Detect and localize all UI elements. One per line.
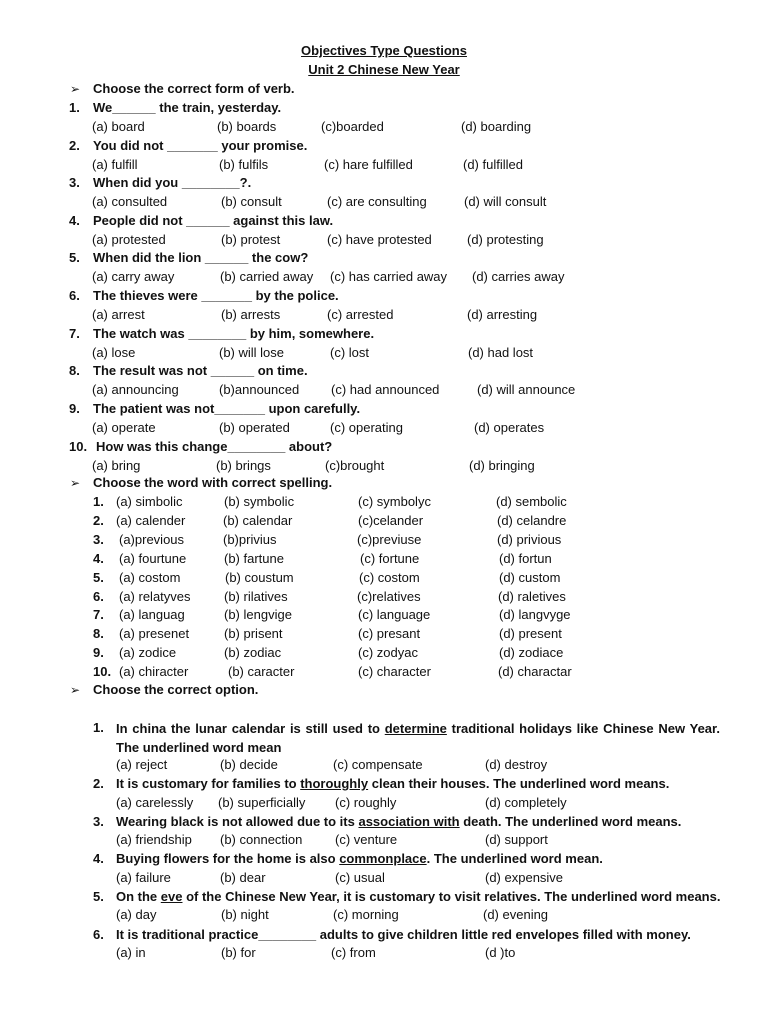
answer-option: (d) present — [499, 626, 562, 642]
answer-option: (c) had announced — [331, 382, 440, 397]
question-stem: It is customary for families to thoroughly clean their houses. The underlined word means. — [116, 776, 670, 791]
question-stem: We______ the train, yesterday. — [93, 100, 282, 115]
answer-option: (c) are consulting — [327, 194, 427, 209]
answer-option: (b) prisent — [224, 626, 283, 642]
answer-option: (d) carries away — [472, 269, 565, 284]
answer-option: (c) symbolyc — [358, 494, 431, 509]
answer-option: (c) venture — [335, 832, 398, 847]
answer-option: (c)relatives — [357, 588, 421, 604]
answer-option: (d) charactar — [498, 664, 572, 680]
answer-option: (d) protesting — [467, 232, 544, 247]
answer-option: (d) bringing — [469, 458, 535, 473]
question-number: 2. — [69, 138, 80, 153]
question-number: 4. — [93, 550, 104, 566]
answer-option: (c) operating — [330, 420, 403, 435]
question-number: 4. — [69, 213, 80, 228]
answer-option: (a) day — [116, 907, 157, 922]
question-number: 9. — [93, 645, 104, 661]
question-stem: It is traditional practice________ adults to give children little red envelopes filled with money. — [116, 927, 691, 942]
question-number: 7. — [69, 326, 80, 341]
answer-option: (b) symbolic — [224, 494, 295, 509]
answer-option: (d) zodiace — [499, 645, 564, 661]
answer-option: (a) announcing — [92, 382, 179, 397]
answer-option: (d) fulfilled — [463, 157, 523, 172]
question-number: 5. — [93, 569, 104, 585]
bullet-arrow-icon: ➢ — [70, 683, 81, 697]
answer-option: (b) decide — [220, 757, 278, 772]
question-stem: You did not _______ your promise. — [93, 138, 308, 153]
question-stem: On the eve of the Chinese New Year, it is customary to visit relatives. The underlined word means. — [116, 889, 721, 904]
answer-option: (a)previous — [119, 531, 185, 547]
bullet-arrow-icon: ➢ — [70, 476, 81, 490]
question-number: 6. — [93, 588, 104, 604]
answer-option: (b) operated — [219, 420, 290, 435]
answer-option: (d) custom — [499, 569, 561, 585]
answer-option: (c) character — [358, 664, 431, 680]
answer-option: (d) operates — [474, 420, 545, 435]
answer-option: (c)brought — [325, 458, 385, 473]
answer-option: (c) language — [358, 607, 431, 623]
answer-option: (c)celander — [358, 512, 424, 528]
answer-option: (b) will lose — [219, 345, 285, 360]
answer-option: (a) fulfill — [92, 157, 138, 172]
answer-option: (d) fortun — [499, 550, 552, 566]
bullet-arrow-icon: ➢ — [70, 82, 81, 96]
answer-option: (c) morning — [333, 907, 399, 922]
question-stem: How was this change________ about? — [96, 439, 333, 454]
answer-option: (d) will consult — [464, 194, 547, 209]
question-number: 10. — [93, 664, 112, 680]
answer-option: (a) in — [116, 945, 146, 960]
answer-option: (a) arrest — [92, 307, 145, 322]
answer-option: (b) zodiac — [224, 645, 282, 661]
answer-option: (a) chiracter — [119, 664, 189, 680]
answer-option: (d) boarding — [461, 119, 532, 134]
answer-option: (c) compensate — [333, 757, 423, 772]
answer-option: (a) lose — [92, 345, 136, 360]
question-stem: The patient was not_______ upon carefully. — [93, 401, 361, 416]
answer-option: (b) dear — [220, 870, 266, 885]
answer-option: (b) boards — [217, 119, 277, 134]
answer-option: (a) friendship — [116, 832, 192, 847]
question-number: 8. — [69, 363, 80, 378]
answer-option: (b) fulfils — [219, 157, 269, 172]
answer-option: (b) calendar — [223, 512, 293, 528]
answer-option: (d) support — [485, 832, 548, 847]
question-stem: When did the lion ______ the cow? — [93, 250, 309, 265]
answer-option: (a) bring — [92, 458, 141, 473]
question-stem: When did you ________?. — [93, 175, 252, 190]
worksheet-title: Objectives Type Questions — [301, 43, 467, 58]
answer-option: (a) carelessly — [116, 795, 194, 810]
question-number: 1. — [69, 100, 80, 115]
answer-option: (c) hare fulfilled — [324, 157, 413, 172]
answer-option: (c) usual — [335, 870, 385, 885]
underlined-word: eve — [160, 889, 183, 904]
question-number: 2. — [93, 776, 104, 791]
question-number: 3. — [93, 814, 104, 829]
answer-option: (b) connection — [220, 832, 303, 847]
answer-option: (d )to — [485, 945, 516, 960]
answer-option: (c) arrested — [327, 307, 394, 322]
question-number: 1. — [93, 494, 104, 509]
answer-option: (c) costom — [359, 569, 420, 585]
answer-option: (d) expensive — [485, 870, 564, 885]
answer-option: (c) fortune — [360, 550, 420, 566]
answer-option: (a) reject — [116, 757, 168, 772]
question-number: 1. — [93, 720, 104, 735]
question-number: 6. — [69, 288, 80, 303]
answer-option: (b) lengvige — [224, 607, 292, 623]
question-number: 5. — [93, 889, 104, 904]
question-stem: In china the lunar calendar is still used to determine traditional holidays like Chinese New Year. The underlined word mean — [116, 721, 720, 755]
answer-option: (c)boarded — [321, 119, 384, 134]
answer-option: (d) evening — [483, 907, 549, 922]
answer-option: (d) had lost — [468, 345, 534, 360]
answer-option: (c) have protested — [327, 232, 432, 247]
answer-option: (b) superficially — [218, 795, 306, 810]
question-number: 2. — [93, 512, 104, 528]
answer-option: (a) protested — [92, 232, 166, 247]
answer-option: (a) presenet — [119, 626, 190, 642]
answer-option: (b)announced — [219, 382, 300, 397]
answer-option: (d) completely — [485, 795, 567, 810]
answer-option: (a) carry away — [92, 269, 175, 284]
answer-option: (a) operate — [92, 420, 156, 435]
answer-option: (c) zodyac — [358, 645, 418, 661]
answer-option: (b) consult — [221, 194, 282, 209]
underlined-word: determine — [384, 721, 447, 736]
answer-option: (a) simbolic — [116, 494, 183, 509]
question-stem: Wearing black is not allowed due to its association with death. The underlined word means. — [116, 814, 682, 829]
answer-option: (c) has carried away — [330, 269, 448, 284]
answer-option: (b) arrests — [221, 307, 281, 322]
question-stem: The watch was ________ by him, somewhere. — [93, 326, 375, 341]
answer-option: (a) zodice — [119, 645, 177, 661]
answer-option: (d) privious — [497, 531, 562, 547]
answer-option: (b) fartune — [224, 550, 284, 566]
answer-option: (b) protest — [221, 232, 281, 247]
answer-option: (d) celandre — [497, 512, 567, 528]
question-stem: The thieves were _______ by the police. — [93, 288, 339, 303]
answer-option: (a) fourtune — [119, 550, 187, 566]
question-number: 5. — [69, 250, 80, 265]
answer-option: (a) failure — [116, 870, 171, 885]
question-stem: People did not ______ against this law. — [93, 213, 334, 228]
answer-option: (a) calender — [116, 512, 186, 528]
question-number: 4. — [93, 851, 104, 866]
answer-option: (d) langvyge — [499, 607, 571, 623]
answer-option: (b) rilatives — [224, 588, 288, 604]
answer-option: (c)previuse — [357, 531, 422, 547]
question-number: 7. — [93, 607, 104, 623]
answer-option: (d) arresting — [467, 307, 538, 322]
answer-option: (a) costom — [119, 569, 181, 585]
answer-option: (d) raletives — [498, 588, 566, 604]
section-heading: Choose the word with correct spelling. — [93, 475, 333, 490]
section-heading: Choose the correct option. — [93, 682, 259, 697]
answer-option: (d) sembolic — [496, 494, 567, 509]
underlined-word: association with — [358, 814, 460, 829]
answer-option: (c) lost — [330, 345, 369, 360]
answer-option: (b) brings — [216, 458, 271, 473]
worksheet-unit-title: Unit 2 Chinese New Year — [308, 62, 460, 77]
answer-option: (a) languag — [119, 607, 185, 623]
answer-option: (b) for — [221, 945, 256, 960]
answer-option: (c) roughly — [335, 795, 397, 810]
question-stem: Buying flowers for the home is also commonplace. The underlined word mean. — [116, 851, 603, 866]
question-number: 6. — [93, 927, 104, 942]
answer-option: (a) consulted — [92, 194, 168, 209]
answer-option: (b) carried away — [220, 269, 314, 284]
answer-option: (a) board — [92, 119, 145, 134]
answer-option: (a) relatyves — [119, 588, 191, 604]
answer-option: (c) presant — [358, 626, 421, 642]
question-number: 8. — [93, 626, 104, 642]
section-heading: Choose the correct form of verb. — [93, 81, 295, 96]
answer-option: (c) from — [331, 945, 376, 960]
answer-option: (b)privius — [223, 531, 277, 547]
answer-option: (b) coustum — [225, 569, 294, 585]
question-number: 10. — [69, 439, 88, 454]
question-number: 9. — [69, 401, 80, 416]
answer-option: (d) will announce — [477, 382, 576, 397]
answer-option: (b) night — [221, 907, 269, 922]
underlined-word: thoroughly — [300, 776, 369, 791]
question-stem: The result was not ______ on time. — [93, 363, 308, 378]
answer-option: (b) caracter — [228, 664, 295, 680]
underlined-word: commonplace — [339, 851, 427, 866]
answer-option: (d) destroy — [485, 757, 548, 772]
question-number: 3. — [93, 531, 104, 547]
question-number: 3. — [69, 175, 80, 190]
